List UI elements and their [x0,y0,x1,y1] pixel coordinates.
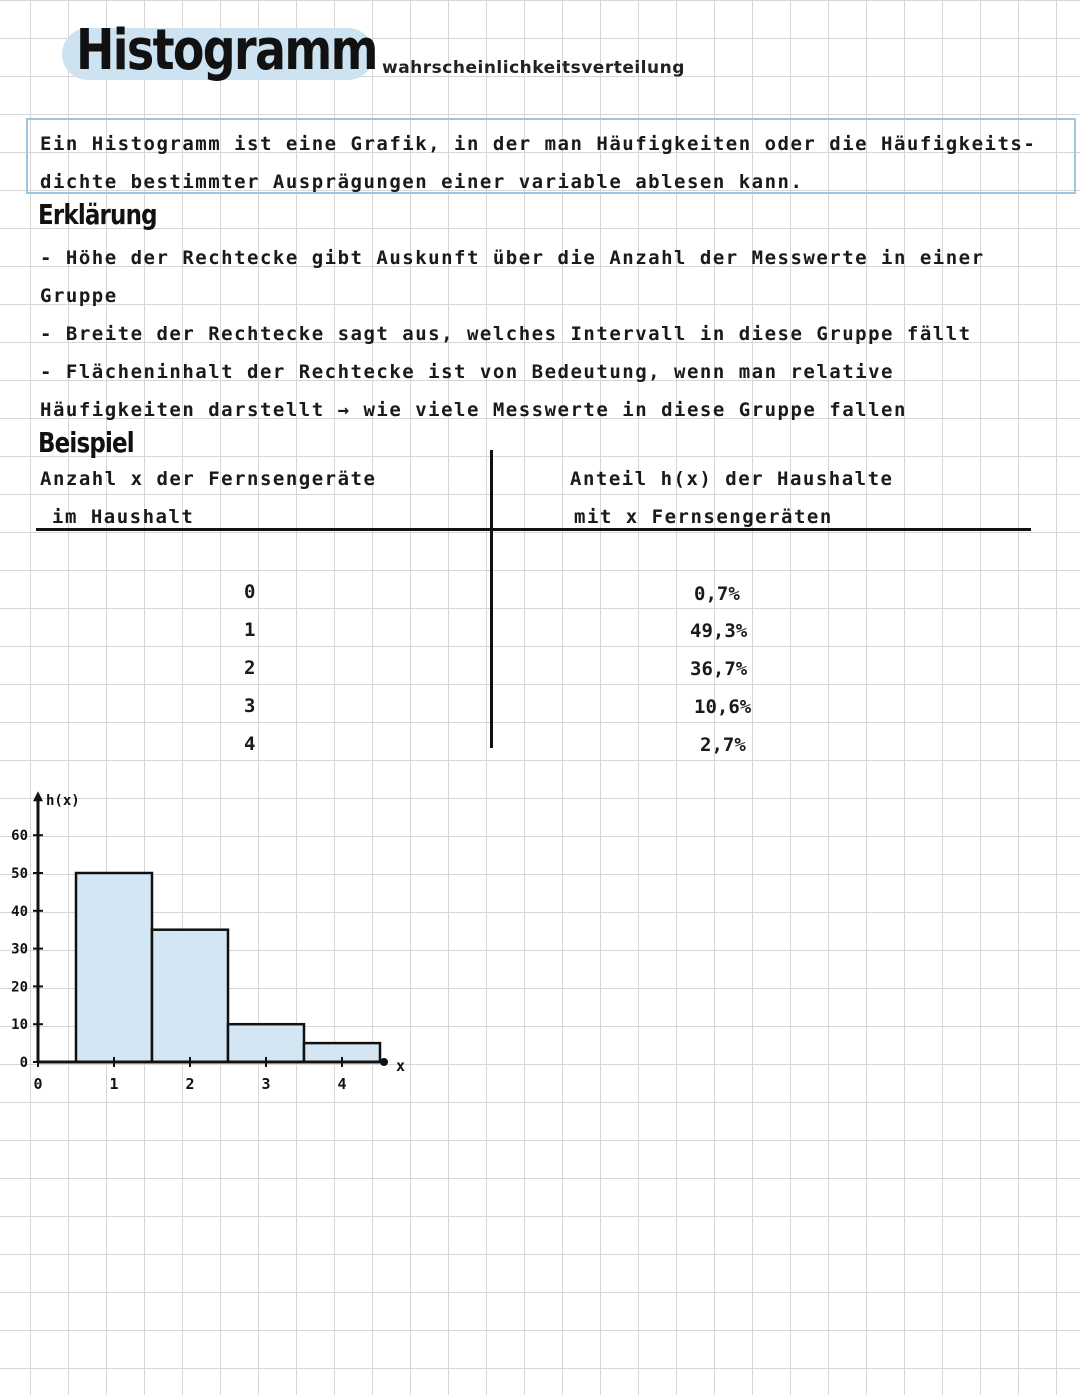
table-h-cell: 49,3% [690,620,748,642]
y-tick-label: 20 [11,979,28,996]
erklaerung-heading: Erklärung [38,198,157,231]
table-x-cell: 1 [244,619,256,641]
erklaerung-line-4: - Flächeninhalt der Rechtecke ist von Bedeutung, wenn man relative [40,361,894,383]
y-tick-label: 50 [11,866,28,882]
x-axis-label: x [396,1057,406,1075]
definition-line-1: Ein Histogramm ist eine Grafik, in der man Häufigkeiten oder die Häufigkeits- [40,133,1037,155]
y-tick-label: 40 [11,903,28,920]
erklaerung-line-2: Gruppe [40,285,118,307]
erklaerung-line-3: - Breite der Rechtecke sagt aus, welches Intervall in diese Gruppe fällt [40,323,972,345]
table-h-cell: 36,7% [690,658,748,680]
table-column-divider [490,450,493,748]
table-col1-header-line-2: im Haushalt [52,506,195,528]
table-x-cell: 2 [244,657,256,679]
histogram-chart [0,780,480,1100]
y-tick-label: 60 [11,828,28,845]
table-x-cell: 3 [244,695,256,717]
histogram-bar [228,1024,304,1062]
x-tick-label: 4 [337,1075,347,1093]
table-col1-header-line-1: Anzahl x der Fernsengeräte [40,468,377,490]
table-col2-header-line-2: mit x Fernsengeräten [574,506,833,528]
y-tick-label: 0 [19,1055,28,1071]
histogram-bar [76,873,152,1062]
beispiel-heading: Beispiel [38,426,134,459]
table-x-cell: 4 [244,733,256,755]
y-tick-label: 30 [11,941,28,958]
x-axis-end-dot [380,1058,388,1066]
page-subtitle: wahrscheinlichkeitsverteilung [382,58,685,78]
x-tick-label: 3 [261,1075,271,1093]
erklaerung-line-1: - Höhe der Rechtecke gibt Auskunft über die Anzahl der Messwerte in einer [40,247,985,269]
table-header-divider [36,528,1031,531]
histogram-bar [152,930,228,1062]
x-tick-label: 1 [109,1075,119,1093]
y-axis-arrow [33,791,43,801]
table-h-cell: 0,7% [694,583,740,605]
table-col2-header-line-1: Anteil h(x) der Haushalte [570,468,894,490]
table-h-cell: 10,6% [694,696,752,718]
x-tick-label: 2 [185,1075,195,1093]
x-tick-label: 0 [33,1075,43,1093]
table-h-cell: 2,7% [700,734,746,756]
erklaerung-line-5: Häufigkeiten darstellt → wie viele Messwerte in diese Gruppe fallen [40,399,907,421]
table-x-cell: 0 [244,581,256,603]
y-axis-label: h(x) [46,793,80,810]
y-tick-label: 10 [11,1017,28,1034]
page-title: Histogramm [76,18,377,83]
definition-line-2: dichte bestimmter Ausprägungen einer variable ablesen kann. [40,171,804,193]
